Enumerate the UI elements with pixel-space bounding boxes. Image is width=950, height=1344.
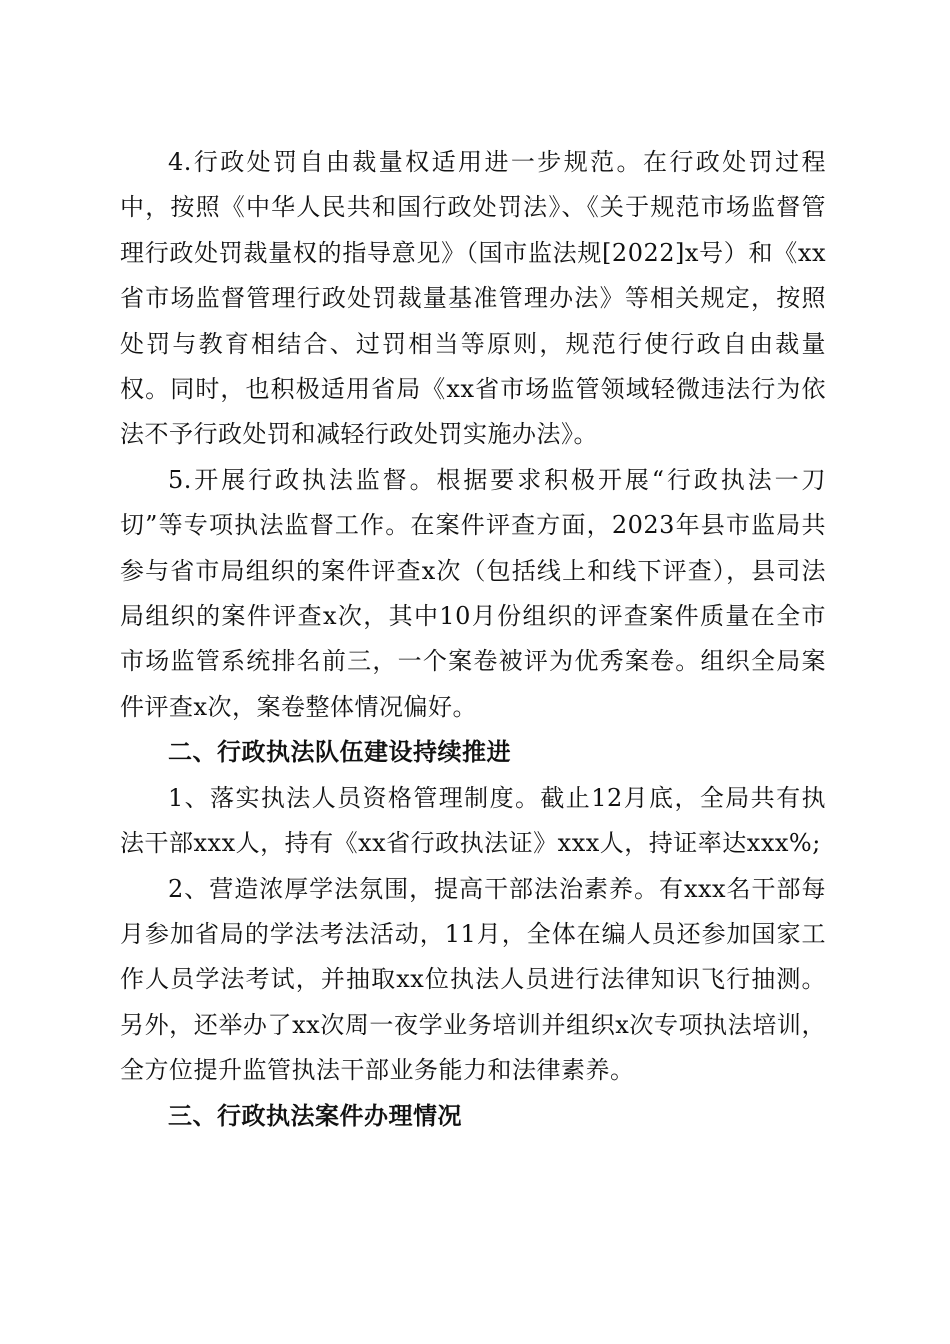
paragraph-enforcement-supervision: 5.开展行政执法监督。根据要求积极开展“行政执法一刀切”等专项执法监督工作。在案件评查方面，2023年县市监局共参与省市局组织的案件评查x次（包括线上和线下评查），县司法局组织的案件评查x次，其中10月份组织的评查案件质量在全市市场监管系统排名前三，一个案卷被评为优秀案卷。组织全局案件评查x次，案卷整体情况偏好。: [120, 465, 826, 721]
section-heading-team-building: 二、行政执法队伍建设持续推进: [168, 738, 511, 767]
section-heading-case-handling: 三、行政执法案件办理情况: [168, 1101, 462, 1130]
paragraph-discretion-norms: 4.行政处罚自由裁量权适用进一步规范。在行政处罚过程中，按照《中华人民共和国行政处罚法》、《关于规范市场监督管理行政处罚裁量权的指导意见》（国市监法规[2022]x号）和《xx省市场监督管理行政处罚裁量基准管理办法》等相关规定，按照处罚与教育相结合、过罚相当等原则，规范行使行政自由裁量权。同时，也积极适用省局《xx省市场监管领域轻微违法行为依法不予行政处罚和减轻行政处罚实施办法》。: [120, 148, 826, 449]
paragraph-legal-study: 2、营造浓厚学法氛围，提高干部法治素养。有xxx名干部每月参加省局的学法考法活动，11月，全体在编人员还参加国家工作人员学法考试，并抽取xx位执法人员进行法律知识飞行抽测。另外，还举办了xx次周一夜学业务培训并组织x次专项执法培训，全方位提升监管执法干部业务能力和法律素养。: [120, 874, 826, 1085]
paragraph-qualification-management: 1、落实执法人员资格管理制度。截止12月底，全局共有执法干部xxx人，持有《xx省行政执法证》xxx人，持证率达xxx%;: [120, 783, 826, 858]
document-body: [120, 140, 826, 1139]
